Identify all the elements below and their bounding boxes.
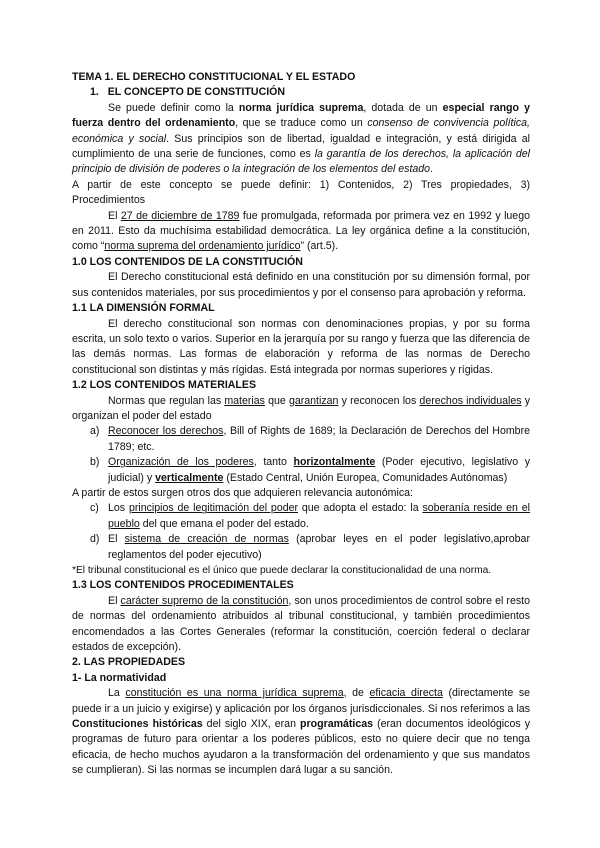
list-item-b: b) Organización de los poderes, tanto horizontalmente (Poder ejecutivo, legislativo y judicial) y verticalmente (Estado Central, Unión Europea, Comunidades Autónomas) [90, 456, 531, 484]
list-item-d: d) El sistema de creación de normas (aprobar leyes en el poder legislativo,aprobar reglamentos del poder ejecutivo) [90, 533, 530, 561]
document-title: TEMA 1. EL DERECHO CONSTITUCIONAL Y EL ESTADO [72, 71, 356, 83]
section-1-3-heading: 1.3 LOS CONTENIDOS PROCEDIMENTALES [72, 579, 294, 592]
subsection-normatividad: 1- La normatividad [72, 671, 167, 684]
section-1-2-heading: 1.2 LOS CONTENIDOS MATERIALES [72, 379, 257, 392]
paragraph-history: El 27 de diciembre de 1789 fue promulgada, reformada por primera vez en 1992 y luego en 2011. Esto da muchísima estabilidad democrática. La ley orgánica define a la constitución, como “norma suprema del ordenamiento jurídico” (art.5). [72, 209, 530, 253]
footnote: *El tribunal constitucional es el único que puede declarar la constitucionalidad de una norma. [72, 565, 492, 576]
document-page [72, 70, 530, 779]
paragraph-contenidos: El Derecho constitucional está definido en una constitución por su dimensión formal, por sus contenidos materiales, por sus procedimientos y por el consenso para aprobación y reforma. [72, 271, 530, 299]
paragraph-contenidos-materiales: Normas que regulan las materias que garantizan y reconocen los derechos individuales y organizan el poder del estado [72, 394, 530, 422]
list-item-a: a) Reconocer los derechos, Bill of Rights de 1689; la Declaración de Derechos del Hombre 1789; etc. [90, 425, 530, 453]
section-1-title: EL CONCEPTO DE CONSTITUCIÓN [107, 86, 286, 99]
paragraph-dimension-formal: El derecho constitucional son normas con denominaciones propias, y por su forma escrita, un solo texto o varios. Superior en la jerarquía por su rango y fuerza que las diferencia de las demás normas. Las formas de elaboración y reforma de las normas de Derecho constitucional son distintas y más rígidas. Está integrada por normas superiores y rígidas. [72, 317, 530, 376]
paragraph-definition-list: A partir de este concepto se puede definir: 1) Contenidos, 2) Tres propiedades, 3) Procedimientos [72, 178, 530, 207]
section-2-heading: 2. LAS PROPIEDADES [72, 656, 186, 669]
section-1-0-heading: 1.0 LOS CONTENIDOS DE LA CONSTITUCIÓN [72, 255, 303, 268]
section-1-heading [72, 85, 530, 100]
section-1-number: 1. [90, 86, 99, 99]
section-1-1-heading: 1.1 LA DIMENSIÓN FORMAL [72, 302, 215, 315]
paragraph-normatividad: La constitución es una norma jurídica suprema, de eficacia directa (directamente se puede ir a un juicio y exigirse) y aplicación por los órganos jurisdiccionales. Si nos referimos a las Constituciones históricas del siglo XIX, eran programáticas (eran documentos ideológicos y programas de futuro para orientar a los poderes públicos, esto no quiere decir que no tenga eficacia, de hecho muchos ayudaron a la transformación del ordenamiento y que sus mandatos se cumplieran). Si las normas se incumplen dará lugar a su sanción. [72, 687, 531, 777]
paragraph-procedimentales: El carácter supremo de la constitución, son unos procedimientos de control sobre el resto de normas del ordenamiento atribuidos al tribunal constitucional, y también procedimientos encomendados a las Cortes Generales (reformar la constitución, coerción federal o declarar estados de excepción). [72, 594, 530, 654]
paragraph-definition: Se puede definir como la norma jurídica suprema, dotada de un especial rango y fuerza dentro del ordenamiento, que se traduce como un consenso de convivencia política, económica y social. Sus principios son de libertad, igualdad e integración, y está dirigida al cumplimiento de una serie de funciones, como es la garantía de los derechos, la aplicación del principio de división de poderes o la integración de los elementos del estado. [72, 101, 530, 176]
paragraph-relevancia: A partir de estos surgen otros dos que adquieren relevancia autonómica: [72, 486, 413, 499]
list-item-c: c) Los principios de legitimación del poder que adopta el estado: la soberanía reside en el pueblo del que emana el poder del estado. [90, 502, 530, 530]
